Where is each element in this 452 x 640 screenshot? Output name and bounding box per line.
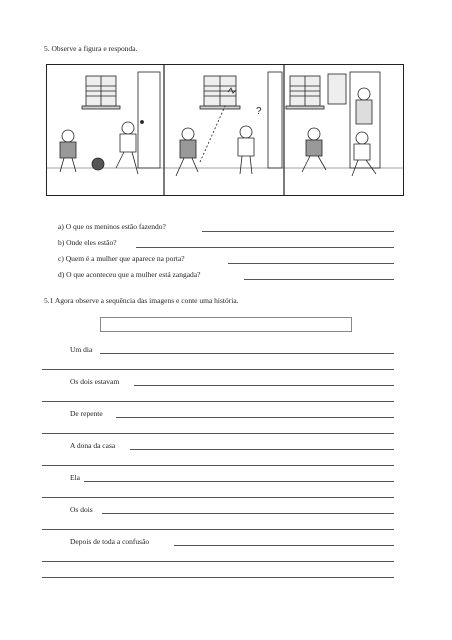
question-c: c) Quem é a mulher que aparece na porta? bbox=[58, 254, 185, 263]
answer-line-b[interactable] bbox=[136, 247, 394, 248]
prompt-de-repente: De repente bbox=[70, 409, 103, 418]
story-line[interactable] bbox=[42, 561, 394, 562]
story-line[interactable] bbox=[130, 449, 394, 450]
story-line[interactable] bbox=[42, 369, 394, 370]
story-line[interactable] bbox=[42, 401, 394, 402]
story-line[interactable] bbox=[84, 481, 394, 482]
exercise-5-heading: 5. Observe a figura e responda. bbox=[44, 44, 138, 53]
question-a: a) O que os meninos estão fazendo? bbox=[58, 222, 166, 231]
story-line[interactable] bbox=[42, 433, 394, 434]
prompt-depois-de-toda-a-confusao: Depois de toda a confusão bbox=[70, 537, 150, 546]
svg-text:?: ? bbox=[256, 106, 262, 117]
story-line[interactable] bbox=[174, 545, 394, 546]
prompt-os-dois: Os dois bbox=[70, 505, 93, 514]
comic-strip-illustration bbox=[46, 64, 404, 196]
story-line[interactable] bbox=[42, 529, 394, 530]
story-line[interactable] bbox=[100, 353, 394, 354]
prompt-a-dona-da-casa: A dona da casa bbox=[70, 441, 116, 450]
answer-line-a[interactable] bbox=[202, 231, 394, 232]
question-d: d) O que aconteceu que a mulher está zangada? bbox=[58, 270, 201, 279]
answer-line-d[interactable] bbox=[244, 279, 394, 280]
story-title-box[interactable] bbox=[100, 317, 352, 332]
story-line[interactable] bbox=[116, 417, 394, 418]
exercise-5-1-heading: 5.1 Agora observe a sequência das imagens e conte uma história. bbox=[44, 296, 239, 305]
story-line[interactable] bbox=[42, 497, 394, 498]
story-line[interactable] bbox=[42, 465, 394, 466]
prompt-um-dia: Um dia bbox=[70, 345, 93, 354]
prompt-os-dois-estavam: Os dois estavam bbox=[70, 377, 120, 386]
story-line[interactable] bbox=[134, 385, 394, 386]
answer-line-c[interactable] bbox=[228, 263, 394, 264]
prompt-ela: Ela bbox=[70, 473, 80, 482]
story-line[interactable] bbox=[102, 513, 394, 514]
question-b: b) Onde eles estão? bbox=[58, 238, 117, 247]
story-line[interactable] bbox=[42, 577, 394, 578]
